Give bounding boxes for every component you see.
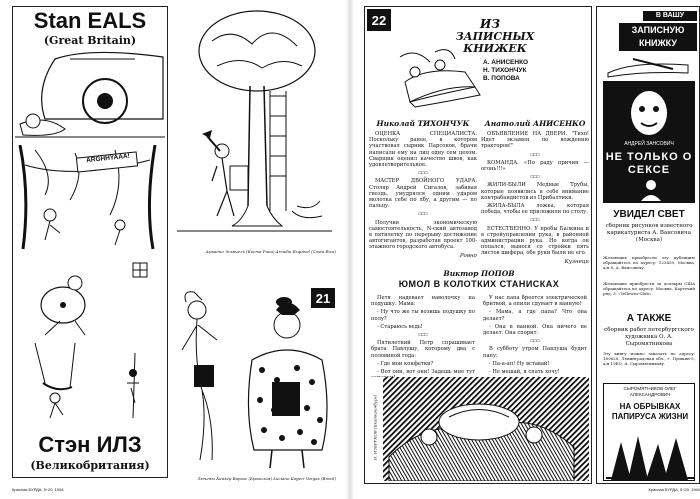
also-title: А ТАКЖЕ — [626, 313, 672, 324]
col2-author: Анатолий АНИСЕНКО — [484, 119, 586, 128]
popov-separator: ☐☐☐ — [530, 338, 540, 345]
col1-para-1: ОЦЕНКА СПЕЦИАЛИСТА. Поскольку ранее, в котором участвовал сырник Парсонов, брачи написали ему на лиц одну сем цехом. Сварщик оценил качество швов, как удовлетворительное. — [369, 131, 477, 169]
popov-col1-line-6: - Вот они, вот они! Задешь мне тут — [377, 369, 475, 376]
col2 — [481, 119, 589, 269]
article-frame — [364, 6, 592, 484]
popov-col1-line-3: - Стараюсь ведь! — [377, 323, 423, 330]
car-cartoon — [15, 49, 165, 139]
book-cover-2 — [603, 383, 695, 481]
header-author-3: В. ПОПОВА — [483, 75, 520, 82]
header-author-2: Н. ТИХОНЧУК — [483, 67, 527, 74]
tree-cartoon-panel — [172, 6, 337, 264]
popov-title: ЮМОЛ В КОЛОТКИХ СТАНИСКАХ — [398, 279, 560, 289]
tree-cartoon — [172, 6, 337, 256]
col1-para-3: Получив экономическую самостоятельность, N-ский автозавод в пятилетку по перерыву достижение автогигантов, разработав проект 100-этажного городского автобуса. — [369, 219, 477, 251]
col2-para-1: ОБЪЯВЛЕНИЕ НА ДВЕРИ. "Тихо! Идет экзамен по вождению тракторов!" — [481, 131, 589, 150]
order-text-2: Желающие приобрести за доллары США обращайтесь по адресу: Москва, Картечий ряд, 3. «Yellowes-Club». — [603, 281, 695, 296]
popov-col1-line-4: Пятилетний Петр спрашивает брата Павлушу, которому два с половиной года: — [371, 340, 475, 359]
book2-author: СЫРОМЯТНИКОВ ОЛЕГ АЛЕКСАНДРОВИЧ — [623, 386, 677, 397]
sidebar-header-big: ЗАПИСНУЮ КНИЖКУ — [619, 23, 697, 51]
jungle-cartoon — [15, 145, 165, 249]
artist-en-country: (Great Britain) — [43, 34, 137, 47]
also-text: сборник работ петербургского художника О. А. Сыромятникова — [604, 327, 694, 347]
caption-tree: Аркадио Эсквиель (Коста Рика) Arcadio Esquivel (Costa Rica) — [205, 249, 336, 254]
popov-author: Виктор ПОПОВ — [443, 269, 515, 278]
col1-separator: ☐☐☐ — [418, 170, 428, 177]
book2-title: НА ОБРЫВКАХ ПАПИРУСА ЖИЗНИ — [611, 402, 689, 421]
etching-illustration — [369, 377, 589, 481]
popov-col2-line-2: - Мама, а где папа? Что она делает? — [483, 309, 587, 322]
artist-en-name: Stan EALS — [33, 8, 147, 33]
book1-figure-illustration — [631, 179, 671, 201]
eals-strip — [12, 6, 168, 478]
jungle-sign-text: ARGHHYAAA! — [85, 152, 131, 165]
left-footer: Красная БУРДА, 5÷20, 1994 — [12, 487, 64, 492]
book1-face-illustration — [627, 89, 671, 139]
gutter — [346, 0, 354, 499]
released-text: сборник рисунков известного карикатуриста А. Вансовича (Москва) — [605, 223, 693, 243]
sidebar-header-small: В ВАШУ — [643, 11, 697, 21]
header-author-1: А. АНИСЕНКО — [483, 59, 529, 66]
col2-separator: ☐☐☐ — [530, 174, 540, 181]
col2-separator: ☐☐☐ — [530, 217, 540, 224]
header-from: ИЗ — [480, 17, 500, 31]
popov-col2-line-6: - Не мешай, я спать хочу! — [489, 369, 560, 376]
prisoner-cartoon — [15, 255, 165, 339]
released-title: УВИДЕЛ СВЕТ — [613, 209, 685, 220]
popov-col2-line-4: В субботу утром Павлуша будит папу: — [483, 346, 587, 359]
right-page — [358, 0, 700, 499]
col2-para-5: ЕСТЕСТВЕННО. У пробы Балкина и в стройуправлении рука, в районной администрации рука. Но когда он попался, вынося со стройки пять листов шифера, обе руки были не его. — [481, 225, 589, 257]
col1-para-2: МАСТЕР ДВОЙНОГО УДАРА. Столяр Андрей Сигалов, забивая гвоздь, умудрялся одним ударом молотка себе по лбу, а другим — по пальцу. — [369, 178, 477, 210]
col1-sign: Ровно — [459, 252, 477, 259]
left-page — [0, 0, 343, 499]
col2-separator: ☐☐☐ — [530, 151, 540, 158]
right-footer: Красная БУРДА, 5÷20, 1994 — [648, 487, 700, 492]
popov-col2-line-3: - Она в ванной. Она ничего не делает. Она спорит. — [483, 323, 587, 337]
col1-author: Николай ТИХОНЧУК — [376, 119, 470, 128]
caption-women: Люченю Кайзер Варгас (Бразилия) Luciano Kayser Vargas (Brazil) — [197, 476, 336, 481]
popov-col1-line-5: - Где мои конфетки? — [377, 360, 434, 367]
left-page-number: 21 — [311, 288, 335, 308]
book1-title: НЕ ТОЛЬКО О СЕКСЕ — [605, 151, 693, 176]
etching-caption: Н. ИЗБРУКОВ (Екатеринбург) — [372, 394, 378, 461]
artist-ru-country: (Великобритания) — [30, 459, 150, 472]
order-text-1: Желающие приобрести эту публицию обращайтесь по адресу: 123459, Москва, а/я 8, А. Вансовичу. — [603, 255, 695, 270]
trapeze-cartoon — [15, 343, 165, 429]
col2-para-4: ЖИЛА-БЫЛА ложка, которая победа, чтобы ее приложили по столу. — [481, 203, 589, 216]
book1-author: АНДРЕЙ ЗАНСОВИЧ — [624, 141, 674, 147]
header-title: ЗАПИСНЫХ КНИЖЕК — [455, 30, 535, 55]
col2-sign: Кузнецк — [564, 258, 589, 265]
etching-panel — [369, 377, 589, 481]
popov-separator: ☐☐☐ — [418, 332, 428, 339]
book2-forest-illustration — [606, 434, 694, 480]
popov-col1-line-1: Петя надевает наволочку на подушку. Мама: — [371, 295, 475, 308]
col2-para-3: ЖИЛИ-БЫЛИ Медные Трубы, которые появились в себе внимание контрабандистов из Прибалтики. — [481, 182, 589, 201]
women-cartoon-panel — [172, 270, 337, 484]
artist-ru-name: Стэн ИЛЗ — [38, 432, 142, 457]
pen-notebook-icon — [603, 55, 695, 79]
col1-separator: ☐☐☐ — [418, 211, 428, 218]
popov-col2-line-5: - Па-а-ап! Ну вставай! — [489, 360, 550, 367]
also-order: Эту книгу можно заказать по адресу: 189620, Ленинградская обл., г. Пушкин-5, а/я 19ЕО. А. Сыромятникову. — [603, 351, 695, 366]
sidebar-frame — [596, 6, 700, 484]
col1 — [369, 119, 477, 259]
right-page-number: 22 — [367, 9, 391, 31]
popov-col2-line-1: У нас папа бреется электрической бритвой, а опили сдувает в ванную! — [483, 295, 587, 308]
popov-col1 — [371, 295, 475, 383]
header-authors — [483, 59, 573, 83]
book-cover-1 — [603, 81, 695, 203]
notebook-illustration — [395, 47, 485, 109]
col2-para-2: КОМАНДА. «По раду причин — огонь!!!» — [481, 159, 589, 173]
popov-col1-line-2: - Ну что же ты возишь подушку по полу? — [371, 309, 475, 322]
